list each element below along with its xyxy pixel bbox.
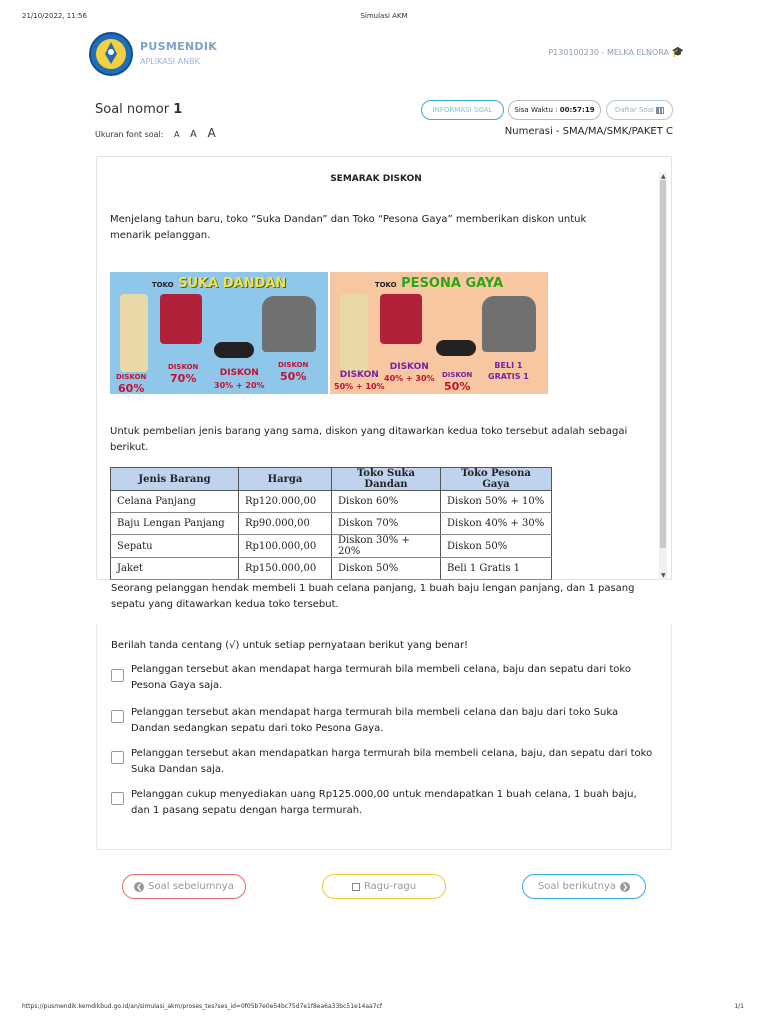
scroll-down-icon[interactable]: ▼ (661, 572, 666, 579)
table-cell: Diskon 30% + 20% (332, 535, 441, 558)
problem-text: Seorang pelanggan hendak membeli 1 buah celana panjang, 1 buah baju lengan panjang, dan 1 pasang sepatu yang ditawarkan kedua toko tersebut. (111, 583, 635, 610)
option-checkbox-2[interactable] (111, 710, 124, 723)
banner-title: TOKO SUKA DANDAN (151, 276, 287, 291)
user-label: P130100230 - MELKA ELNORA (548, 48, 669, 57)
question-title (95, 102, 182, 117)
timer-prefix: Sisa Waktu : (514, 106, 558, 114)
font-size-small[interactable]: A (174, 130, 180, 139)
option-checkbox-4[interactable] (111, 792, 124, 805)
option-text-3: Pelanggan tersebut akan mendapatkan harga termurah bila membeli celana, baju, dan sepatu dari toko Suka Dandan saja. (131, 748, 653, 775)
timer-value: 00:57:19 (559, 106, 595, 114)
timer-display (508, 100, 601, 120)
option-text-4: Pelanggan cukup menyediakan uang Rp125.000,00 untuk mendapatkan 1 buah celana, 1 buah baju, dan 1 pasang sepatu dengan harga termurah. (131, 789, 637, 816)
table-header: Jenis Barang (111, 468, 239, 491)
table-cell: Rp100.000,00 (239, 535, 332, 558)
table-cell: Diskon 50% + 10% (441, 491, 552, 513)
table-row (111, 513, 552, 535)
shirt-icon (380, 294, 422, 344)
table-cell: Diskon 70% (332, 513, 441, 535)
next-question-button[interactable] (522, 874, 646, 899)
print-title: Simulasi AKM (360, 12, 408, 20)
table-cell: Rp150.000,00 (239, 558, 332, 580)
chevron-right-circle-icon: ❯ (620, 882, 630, 892)
table-row (111, 558, 552, 580)
table-cell: Diskon 40% + 30% (441, 513, 552, 535)
right-border (671, 624, 672, 849)
option-text-2: Pelanggan tersebut akan mendapat harga termurah bila membeli celana dan baju dari toko Suka Dandan sedangkan sepatu dari toko Pesona Gaya. (131, 707, 619, 734)
option-checkbox-1[interactable] (111, 669, 124, 682)
table-cell: Beli 1 Gratis 1 (441, 558, 552, 580)
discount-table (110, 467, 552, 580)
instruction-text: Berilah tanda centang (√) untuk setiap pernyataan berikut yang benar! (111, 640, 469, 651)
left-border (96, 624, 97, 849)
table-row (111, 535, 552, 558)
brand-name: PUSMENDIK (140, 40, 218, 53)
option-checkbox-3[interactable] (111, 751, 124, 764)
price-label: DISKON 50% (442, 371, 473, 393)
price-label: DISKON 60% (116, 373, 147, 395)
checkbox-icon (352, 883, 360, 891)
daftar-soal-button[interactable] (606, 100, 673, 120)
shoes-icon (214, 342, 254, 358)
stimulus-title: SEMARAK DISKON (330, 174, 422, 184)
price-label: BELI 1 GRATIS 1 (488, 361, 529, 381)
pants-icon (340, 294, 368, 372)
scroll-up-icon[interactable]: ▲ (661, 173, 666, 180)
table-header: Harga (239, 468, 332, 491)
tut-wuri-logo-icon (89, 32, 133, 76)
table-cell: Rp90.000,00 (239, 513, 332, 535)
stimulus-scroll-thumb[interactable] (660, 180, 666, 548)
table-cell: Jaket (111, 558, 239, 580)
banner-title: TOKO PESONA GAYA (374, 276, 504, 291)
price-label: DISKON 30% + 20% (214, 368, 265, 390)
table-header: Toko Pesona Gaya (441, 468, 552, 491)
table-cell: Diskon 50% (441, 535, 552, 558)
doubt-label: Ragu-ragu (363, 881, 417, 892)
price-label: DISKON 50% (278, 361, 309, 383)
font-size-label: Ukuran font soal: (95, 130, 164, 139)
banner-suka-dandan (110, 272, 328, 394)
table-cell: Diskon 50% (332, 558, 441, 580)
table-header-row (111, 468, 552, 491)
daftar-soal-label: Daftar Soal (614, 106, 654, 114)
prev-label: Soal sebelumnya (148, 881, 234, 892)
shoes-icon (436, 340, 476, 356)
table-header: Toko Suka Dandan (332, 468, 441, 491)
stimulus-intro: Menjelang tahun baru, toko “Suka Dandan” dan Toko “Pesona Gaya” memberikan diskon untuk menarik pelanggan. (110, 214, 587, 241)
banner-pesona-gaya (330, 272, 548, 394)
jacket-icon (482, 296, 536, 352)
table-row (111, 491, 552, 513)
print-page-number: 1/1 (734, 1003, 744, 1010)
font-size-large[interactable]: A (207, 126, 216, 140)
prev-question-button[interactable] (122, 874, 246, 899)
price-label: DISKON 70% (168, 363, 199, 385)
print-url: https://pusmendik.kemdikbud.go.id/an/simulasi_akm/proses_tes?ses_id=0f05b7e0e54bc75d7e1f8ea6a33bc51e14aa7cf (22, 1003, 382, 1010)
next-label: Soal berikutnya (537, 881, 617, 892)
grid-icon (656, 107, 664, 114)
user-info (548, 47, 684, 58)
table-cell: Diskon 60% (332, 491, 441, 513)
question-prefix: Soal nomor (95, 102, 170, 117)
table-cell: Baju Lengan Panjang (111, 513, 239, 535)
print-datetime: 21/10/2022, 11:56 (22, 12, 87, 20)
brand-subtitle: APLIKASI ANBK (140, 57, 200, 66)
chevron-left-circle-icon: ❮ (134, 882, 144, 892)
question-category: Numerasi - SMA/MA/SMK/PAKET C (504, 126, 673, 137)
question-number: 1 (173, 102, 183, 117)
jacket-icon (262, 296, 316, 352)
table-intro: Untuk pembelian jenis barang yang sama, diskon yang ditawarkan kedua toko tersebut adalah sebagai berikut. (110, 426, 628, 453)
price-label: DISKON 40% + 30% (384, 362, 435, 383)
shirt-icon (160, 294, 202, 344)
info-soal-button[interactable]: INFORMASI SOAL (421, 100, 504, 120)
table-cell: Sepatu (111, 535, 239, 558)
option-text-1: Pelanggan tersebut akan mendapat harga termurah bila membeli celana, baju dan sepatu dari toko Pesona Gaya saja. (131, 664, 631, 691)
price-label: DISKON 50% + 10% (334, 370, 385, 391)
table-cell: Rp120.000,00 (239, 491, 332, 513)
content-divider (96, 849, 672, 850)
doubt-button[interactable] (322, 874, 446, 899)
graduation-cap-icon: 🎓 (671, 47, 684, 58)
pants-icon (120, 294, 148, 372)
font-size-selector (95, 126, 216, 140)
table-cell: Celana Panjang (111, 491, 239, 513)
font-size-medium[interactable]: A (190, 129, 197, 140)
